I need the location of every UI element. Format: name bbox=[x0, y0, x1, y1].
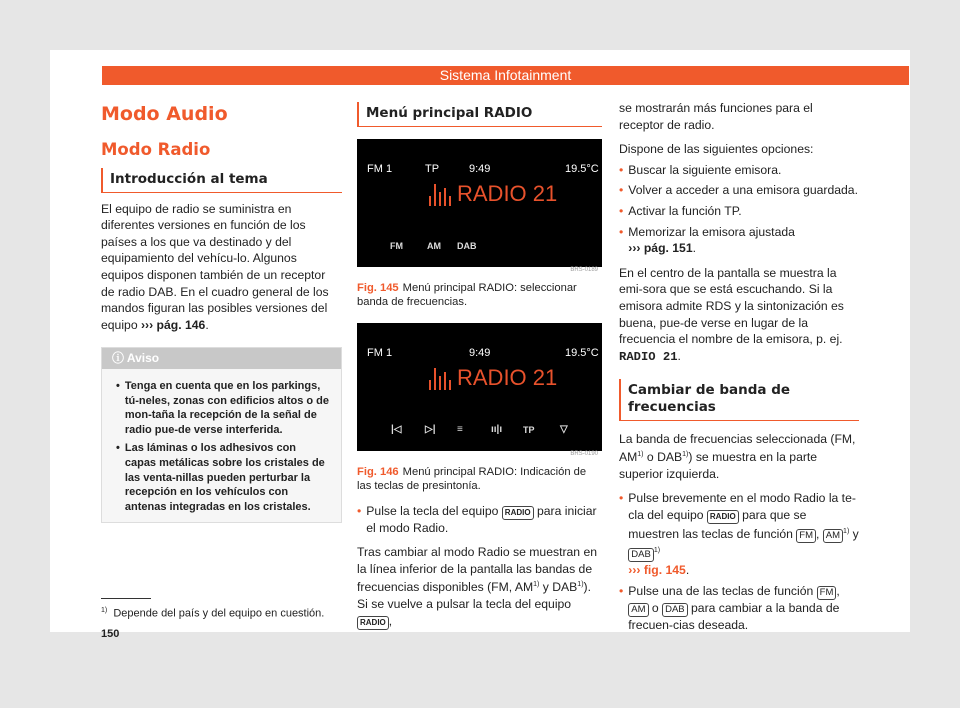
signal-icon bbox=[429, 368, 453, 390]
screen-station: RADIO 21 bbox=[457, 364, 558, 390]
screen-time: 9:49 bbox=[469, 162, 491, 175]
bullet-icon: • bbox=[619, 491, 624, 506]
paragraph: Tras cambiar al modo Radio se muestran en la línea inferior de la pantalla las bandas de frecuencias disponibles (FM, AM$^{1)}$ y DAB$^{1)}$). Si se vuelve a pulsar la tecla del equipo RADIO , bbox=[357, 545, 598, 628]
column-1 bbox=[101, 90, 342, 523]
figure-ref-link[interactable]: ››› fig. 145 bbox=[628, 563, 686, 578]
dab-key: DAB bbox=[662, 603, 688, 617]
bullet-icon: • bbox=[619, 162, 624, 177]
list-item bbox=[619, 224, 859, 257]
paragraph: Dispone de las siguientes opciones: bbox=[619, 142, 814, 157]
list-item bbox=[619, 162, 859, 179]
bullet-icon: • bbox=[116, 442, 120, 455]
figure-146-caption bbox=[357, 465, 602, 493]
dropdown-icon: ▽ bbox=[560, 424, 568, 435]
figure-code: BRS-0189 bbox=[570, 267, 598, 273]
signal-icon bbox=[429, 184, 453, 206]
screen-key-dab: DAB bbox=[457, 241, 477, 251]
paragraph: En el centro de la pantalla se muestra la emi-sora que se está escuchando. Si la emisora admite RDS y la sintonización es buena, pue-de verse en lugar de la frecuencia el nombre de la emisora, p. ej. RADIO 21. bbox=[619, 265, 844, 364]
am-key: AM bbox=[628, 603, 648, 617]
radio-key: RADIO bbox=[707, 510, 739, 524]
figure-145-caption bbox=[357, 281, 602, 309]
intro-paragraph: El equipo de radio se suministra en diferentes versiones en función de los países a los que va destinado y del equipamiento del vehícu-lo. Algunos equipos disponen también de un receptor de radio DAB. En el cuadro general de los mandos figuran las posibles versiones del equipo ››› pág. 146. bbox=[101, 201, 329, 332]
manual-page bbox=[50, 50, 910, 640]
bullet-icon: • bbox=[116, 379, 120, 392]
station-name: RADIO 21 bbox=[619, 349, 678, 364]
aviso-item bbox=[116, 379, 329, 437]
page-ref-link[interactable]: ››› pág. 151 bbox=[628, 241, 693, 256]
screen-temp: 19.5°C bbox=[565, 162, 599, 175]
footnote: $^{1)}$ Depende del país y del equipo en cuestión. bbox=[101, 607, 325, 620]
bullet-icon: • bbox=[357, 503, 362, 518]
bullet-icon: • bbox=[619, 203, 624, 218]
paragraph: se mostrarán más funciones para el receptor de radio. bbox=[619, 101, 813, 132]
list-item bbox=[357, 503, 602, 537]
column-3 bbox=[619, 90, 859, 633]
list-item-text: Activar la función TP. bbox=[628, 203, 742, 218]
caption-text: Menú principal RADIO: Indicación de las teclas de presintonía. bbox=[357, 465, 587, 492]
aviso-item-text: Tenga en cuenta que en los parkings, tú-neles, zonas con edificios altos o de mon-taña la recepción de la señal de radio pue-de verse interferida. bbox=[124, 379, 330, 436]
chapter-header: Sistema Infotainment bbox=[102, 66, 909, 85]
screen-key-fm: FM bbox=[390, 241, 403, 251]
radio-screen-figure-146 bbox=[357, 323, 602, 457]
bullet-icon: • bbox=[619, 183, 624, 198]
footnote-rule bbox=[101, 598, 151, 607]
aviso-item bbox=[116, 441, 329, 514]
radio-key: RADIO bbox=[502, 506, 534, 520]
heading-modo-radio: Modo Radio bbox=[101, 140, 211, 159]
radio-screen-figure-145 bbox=[357, 139, 602, 273]
list-item-text: Buscar la siguiente emisora. bbox=[628, 162, 782, 177]
screen-time: 9:49 bbox=[469, 346, 491, 359]
screen-band: FM 1 bbox=[367, 346, 393, 359]
screen-band: FM 1 bbox=[367, 162, 393, 175]
info-icon: ⓘ bbox=[112, 351, 127, 366]
fm-key: FM bbox=[796, 529, 816, 543]
section-cambiar-banda: Cambiar de banda de frecuencias bbox=[619, 379, 859, 420]
heading-modo-audio: Modo Audio bbox=[101, 103, 228, 125]
aviso-box bbox=[101, 347, 342, 523]
list-item-text: Pulse la tecla del equipo RADIO para iniciar el modo Radio. bbox=[366, 503, 597, 535]
figure-number: Fig. 146 bbox=[357, 465, 399, 478]
list-item-text: Volver a acceder a una emisora guardada. bbox=[628, 183, 858, 198]
screen-station: RADIO 21 bbox=[457, 180, 558, 206]
fm-key: FM bbox=[817, 586, 837, 600]
bullet-icon: • bbox=[619, 224, 624, 239]
column-2 bbox=[357, 90, 602, 630]
intro-text: El equipo de radio se suministra en diferentes versiones en función de los países a los que va destinado y del equipamiento del vehícu-lo. Algunos equipos disponen también de un receptor de radio DAB. En el cuadro general de los mandos figuran las posibles versiones del equipo bbox=[101, 201, 329, 332]
radio-key: RADIO bbox=[357, 616, 389, 630]
caption-text: Menú principal RADIO: seleccionar banda de frecuencias. bbox=[357, 281, 577, 308]
screen-temp: 19.5°C bbox=[565, 346, 599, 359]
screen-key-am: AM bbox=[427, 241, 441, 251]
aviso-item-text: Las láminas o los adhesivos con capas metálicas sobre los cristales de las venta-nillas pueden perturbar la recepción en los vehículos con antenas integradas en los cristales. bbox=[124, 442, 325, 513]
aviso-body bbox=[102, 369, 341, 522]
page-ref-link[interactable]: ››› pág. 146 bbox=[141, 317, 206, 332]
paragraph: La banda de frecuencias seleccionada (FM, AM$^{1)}$ o DAB$^{1)}$) se muestra en la parte superior izquierda. bbox=[619, 431, 856, 481]
list-item bbox=[619, 203, 859, 220]
aviso-header bbox=[102, 348, 341, 369]
aviso-title: Aviso bbox=[126, 351, 160, 366]
list-item-text: Pulse brevemente en el modo Radio la te-cla del equipo RADIO para que se muestren las teclas de función FM , AM $^{1)}$ y DAB $^{1)}$ ››› fig. 145. bbox=[628, 491, 859, 578]
page-number: 150 bbox=[101, 628, 120, 640]
screen-tp: TP bbox=[425, 162, 440, 175]
list-item bbox=[619, 182, 859, 199]
am-key: AM bbox=[823, 529, 843, 543]
next-icon: ▷| bbox=[425, 424, 436, 435]
prev-icon: |◁ bbox=[391, 424, 402, 435]
section-introduccion: Introducción al tema bbox=[101, 168, 342, 193]
list-icon: ≡ bbox=[457, 424, 463, 435]
bullet-icon: • bbox=[619, 583, 624, 598]
figure-number: Fig. 145 bbox=[357, 281, 399, 294]
scan-icon: ıı|ı bbox=[491, 424, 503, 435]
list-item bbox=[619, 490, 859, 578]
list-item-text: Pulse una de las teclas de función FM , AM o DAB para cambiar a la banda de frecuen-cias deseada. bbox=[628, 583, 840, 632]
section-menu-radio: Menú principal RADIO bbox=[357, 102, 602, 127]
screen-key-tp: TP bbox=[523, 425, 535, 435]
dab-key: DAB bbox=[628, 548, 654, 562]
figure-code: BRS-0190 bbox=[570, 451, 598, 457]
list-item bbox=[619, 583, 859, 634]
list-item-text: Memorizar la emisora ajustada ››› pág. 151. bbox=[628, 224, 795, 256]
